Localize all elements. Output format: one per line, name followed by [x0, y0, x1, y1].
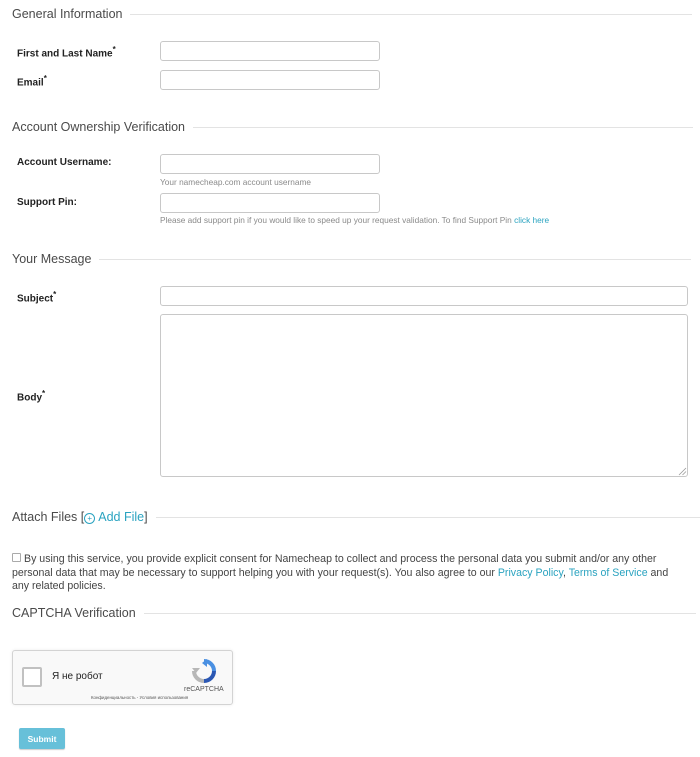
consent-text: By using this service, you provide explicit consent for Namecheap to collect and process the personal data you submit and/or any other personal data that may be necessary to support helping you with your request(s). You also agree to our Privacy Policy, Terms of Service and any related policies. [12, 553, 669, 592]
general-information-title: General Information [12, 7, 123, 21]
support-pin-help: Please add support pin if you would like to speed up your request validation. To find Support Pin click here [160, 215, 550, 225]
account-username-label: Account Username: [17, 157, 112, 168]
subject-input[interactable] [160, 286, 688, 306]
support-pin-link[interactable]: click here [514, 215, 550, 225]
attach-files-title: Attach Files [ + Add File] [12, 510, 148, 524]
recaptcha-widget [12, 650, 233, 705]
submit-button[interactable]: Submit [19, 728, 65, 749]
first-last-name-input[interactable] [160, 41, 380, 61]
attach-files-heading [12, 510, 700, 524]
terms-of-service-link[interactable]: Terms of Service [568, 566, 648, 579]
section-divider [193, 127, 693, 128]
account-ownership-heading [12, 120, 693, 134]
recaptcha-checkbox[interactable] [22, 667, 42, 687]
add-circle-icon: + [84, 513, 95, 524]
captcha-heading [12, 606, 696, 620]
subject-label: Subject* [17, 290, 57, 305]
recaptcha-logo-icon [191, 658, 217, 684]
section-divider [144, 613, 696, 614]
consent-checkbox[interactable] [12, 553, 21, 562]
account-username-input[interactable] [160, 154, 380, 174]
recaptcha-links: Конфиденциальность - Условия использования [91, 695, 189, 700]
first-last-name-label: First and Last Name* [17, 45, 116, 60]
support-pin-input[interactable] [160, 193, 380, 213]
resize-grip-icon[interactable] [678, 467, 687, 476]
section-divider [130, 14, 692, 15]
recaptcha-privacy-link[interactable]: Конфиденциальность [91, 695, 136, 700]
body-label: Body* [17, 389, 46, 404]
recaptcha-terms-link[interactable]: Условия использования [139, 695, 189, 700]
email-input[interactable] [160, 70, 380, 90]
section-divider [156, 517, 700, 518]
account-username-help: Your namecheap.com account username [160, 177, 311, 187]
captcha-title: CAPTCHA Verification [12, 606, 136, 620]
email-label: Email* [17, 74, 47, 89]
add-file-link[interactable]: + Add File [84, 510, 144, 524]
support-pin-label: Support Pin: [17, 197, 77, 208]
recaptcha-brand: reCAPTCHA [184, 686, 224, 693]
recaptcha-label: Я не робот [52, 671, 103, 682]
body-textarea[interactable] [160, 314, 688, 477]
your-message-heading [12, 252, 691, 266]
privacy-policy-link[interactable]: Privacy Policy [497, 566, 563, 579]
section-divider [99, 259, 691, 260]
your-message-title: Your Message [12, 252, 92, 266]
general-information-heading [12, 7, 692, 21]
account-ownership-title: Account Ownership Verification [12, 120, 186, 134]
